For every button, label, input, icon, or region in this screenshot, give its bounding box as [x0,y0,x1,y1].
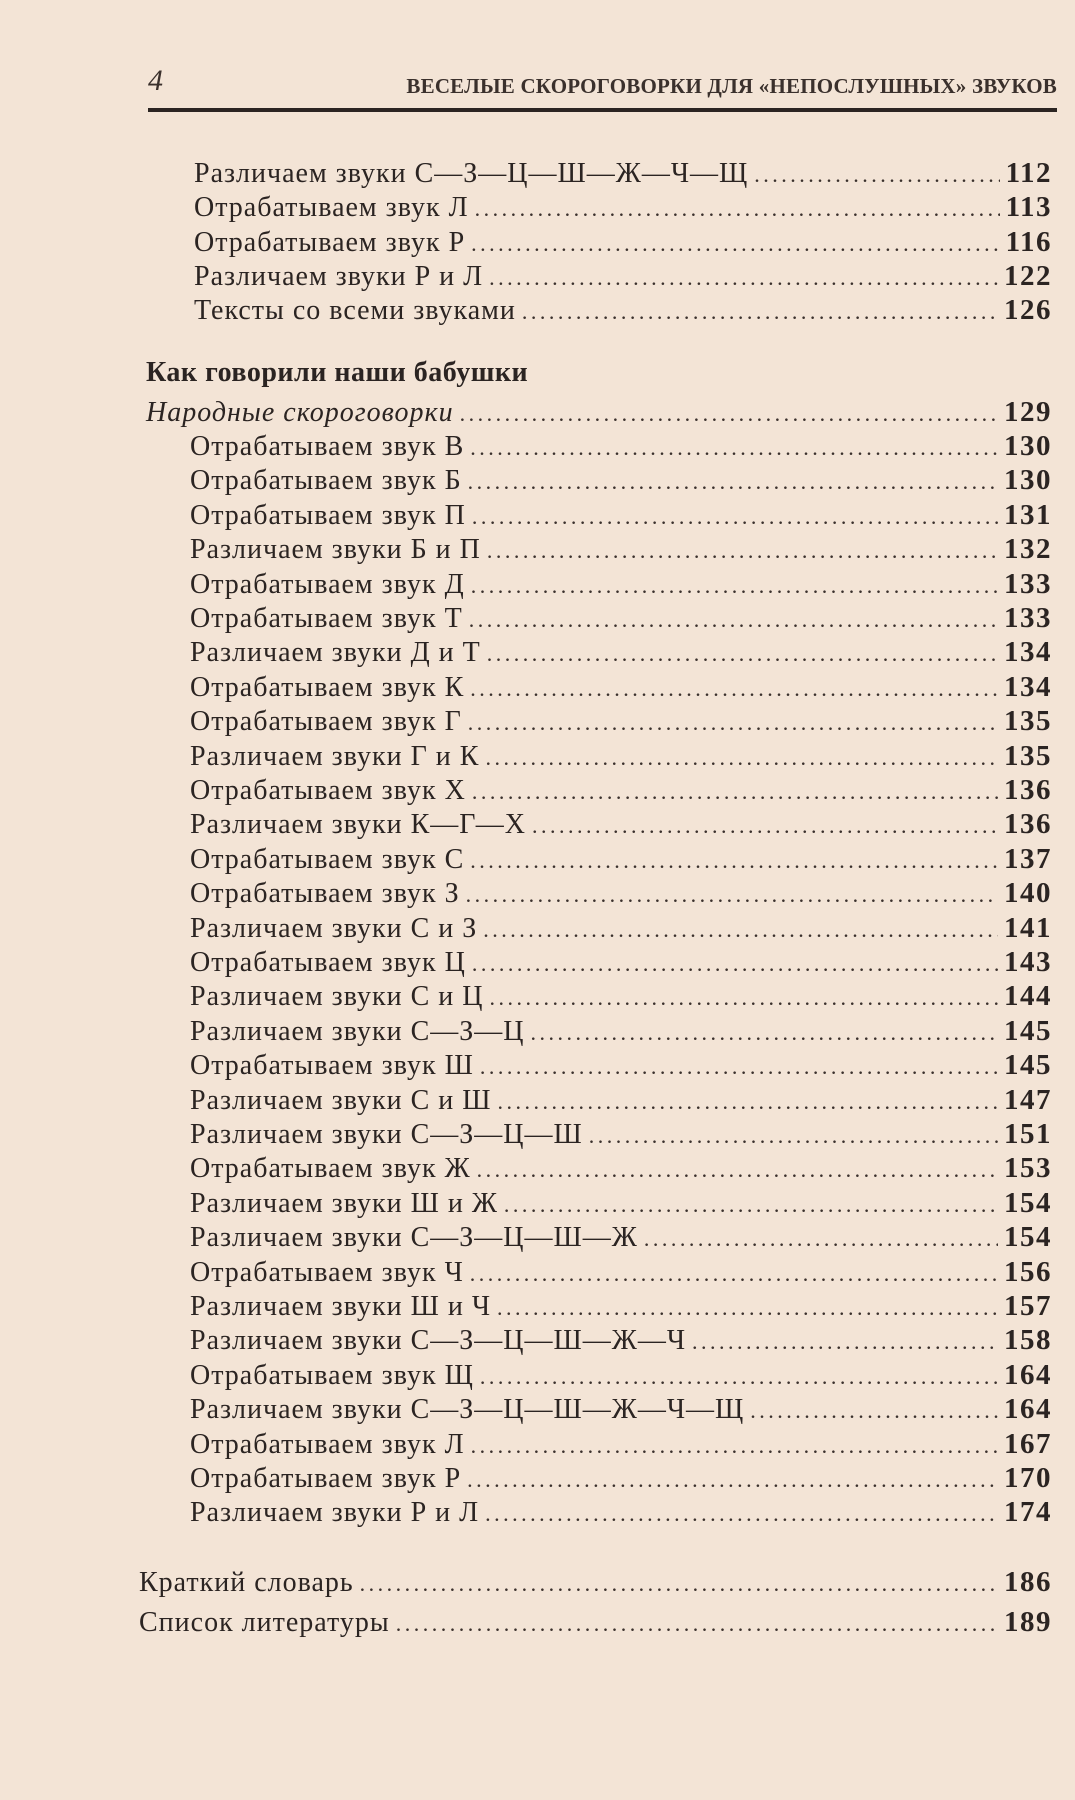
toc-entry-title: Отрабатываем звук Д [190,568,465,600]
toc-entry [190,1151,1052,1185]
toc-entry-page: 136 [1004,808,1052,841]
dot-leader [589,1119,998,1153]
toc-entry-page: 113 [1005,191,1052,224]
toc-entry [190,1186,1052,1220]
toc-entry [190,1427,1052,1461]
dot-leader [470,672,998,706]
toc-entry-title: Отрабатываем звук В [190,431,465,462]
toc-entry [139,1605,1052,1639]
toc-entry-page: 154 [1004,1186,1052,1219]
toc-entry-title: Различаем звуки С—З—Ц—Ш—Ж—Ч—Щ [194,158,749,189]
toc-entry-page: 157 [1004,1290,1052,1322]
toc-entry-title: Тексты со всеми звуками [194,295,516,327]
toc-entry-page: 137 [1004,842,1052,875]
dot-leader [467,1463,998,1497]
toc-entry-page: 145 [1004,1014,1052,1047]
toc-entry [190,1323,1052,1357]
toc-entry-title: Различаем звуки С—З—Ц—Ш—Ж—Ч—Щ [190,1394,745,1426]
toc-entry-page: 158 [1004,1324,1052,1357]
header-rule [148,108,1057,112]
dot-leader [750,1394,998,1428]
dot-leader [470,431,998,465]
toc-entry-page: 145 [1004,1049,1052,1082]
toc-entry [190,1014,1052,1048]
toc-entry-page: 135 [1004,739,1052,772]
toc-entry [190,1392,1052,1426]
dot-leader [532,809,998,843]
toc-entry [190,773,1052,807]
toc-entry [190,807,1052,841]
toc-entry [190,1289,1052,1323]
toc-entry-title: Отрабатываем звук С [190,843,465,875]
toc-entry [190,429,1052,463]
dot-leader [480,1050,998,1084]
toc-entry-title: Отрабатываем звук К [190,671,465,703]
toc-entry-page: 154 [1004,1221,1052,1254]
toc-entry-page: 133 [1004,602,1052,634]
dot-leader [754,158,999,192]
dot-leader [692,1325,998,1359]
toc-entry-page: 144 [1004,980,1052,1013]
toc-entry-title: Отрабатываем звук Щ [190,1359,474,1391]
page-header [148,64,1057,110]
toc-entry-title: Отрабатываем звук Ч [190,1256,464,1288]
toc-entry-title: Отрабатываем звук Т [190,603,463,634]
dot-leader [472,775,998,809]
dot-leader [468,465,998,499]
toc-entry-title: Различаем звуки Ш и Ж [190,1187,498,1219]
toc-entry-page: 134 [1004,670,1052,703]
toc-entry-title: Различаем звуки С и Ш [190,1084,492,1116]
toc-entry-title: Различаем звуки Р и Л [194,260,484,292]
dot-leader [472,500,998,534]
dot-leader [460,397,998,431]
dot-leader [360,1567,998,1601]
toc-entry-page: 147 [1004,1083,1052,1116]
toc-entry-page: 130 [1004,430,1052,462]
toc-entry-title: Список литературы [139,1607,390,1638]
toc-entry [190,498,1052,532]
toc-entry [190,979,1052,1013]
toc-entry-page: 132 [1004,533,1052,566]
toc-entry-page: 133 [1004,567,1052,600]
toc-entry [194,190,1052,224]
toc-entry-title: Отрабатываем звук Р [194,226,466,258]
toc-entry [190,1255,1052,1289]
toc-entry-title: Различаем звуки К—Г—Х [190,809,526,841]
toc-entry [190,532,1052,566]
toc-entry-page: 170 [1004,1462,1052,1494]
toc-entry-page: 122 [1004,259,1052,292]
dot-leader [396,1607,998,1641]
toc-entry-title: Отрабатываем звук Б [190,465,462,497]
dot-leader [489,981,998,1015]
toc-entry-title: Различаем звуки Б и П [190,534,481,566]
toc-entry [190,1461,1052,1495]
toc-entry-title: Отрабатываем звук Ш [190,1050,474,1082]
dot-leader [477,1153,998,1187]
page-number: 4 [148,64,163,97]
toc-entry-page: 134 [1004,636,1052,669]
toc-entry-page: 153 [1004,1152,1052,1185]
dot-leader [480,1360,998,1394]
toc-entry-page: 126 [1004,294,1052,327]
toc-entry-page: 136 [1004,774,1052,806]
toc-entry [190,1495,1052,1529]
section-heading: Как говорили наши бабушки [146,357,529,388]
toc-entry-page: 140 [1004,877,1052,910]
toc-entry [190,670,1052,704]
toc-entry [190,567,1052,601]
toc-entry [190,601,1052,635]
dot-leader [466,878,998,912]
toc-entry-title: Различаем звуки С—З—Ц—Ш—Ж—Ч [190,1325,687,1357]
toc-entry-title: Народные скороговорки [146,397,454,428]
toc-entry-title: Различаем звуки С—З—Ц [190,1015,525,1047]
dot-leader [472,947,998,981]
toc-entry-page: 130 [1004,464,1052,497]
toc-entry-page: 164 [1004,1358,1052,1391]
toc-entry-page: 164 [1004,1393,1052,1426]
toc-entry [190,945,1052,979]
toc-entry-title: Различаем звуки С и Ц [190,981,484,1013]
toc-entry-page: 116 [1005,225,1052,258]
toc-entry-page: 156 [1004,1255,1052,1288]
toc-entry-page: 167 [1004,1427,1052,1460]
toc-entry-title: Отрабатываем звук Г [190,706,462,738]
toc-entry [194,156,1052,190]
dot-leader [489,261,998,295]
dot-leader [644,1222,998,1256]
toc-entry-title: Различаем звуки С—З—Ц—Ш—Ж [190,1222,638,1254]
toc-entry [190,704,1052,738]
toc-entry-page: 143 [1004,946,1052,978]
dot-leader [497,1291,998,1325]
toc-entry-title: Различаем звуки С—З—Ц—Ш [190,1119,583,1150]
dot-leader [487,637,998,671]
dot-leader [504,1188,998,1222]
toc-entry-page: 186 [1004,1566,1052,1598]
toc-entry [190,842,1052,876]
toc-entry [190,1083,1052,1117]
toc-entry-page: 189 [1004,1606,1052,1638]
toc-entry-title: Отрабатываем звук Л [190,1428,465,1460]
dot-leader [483,913,998,947]
toc-entry-page: 131 [1004,498,1052,531]
toc-entry-page: 141 [1004,911,1052,944]
toc-entry-page: 112 [1005,157,1052,189]
dot-leader [487,534,998,568]
toc-entry [139,1565,1052,1599]
toc-entry [190,1220,1052,1254]
toc-entry-title: Отрабатываем звук Р [190,1463,462,1494]
dot-leader [471,1429,998,1463]
dot-leader [471,227,999,261]
toc-entry-title: Отрабатываем звук З [190,878,460,910]
running-title: ВЕСЕЛЫЕ СКОРОГОВОРКИ ДЛЯ «НЕПОСЛУШНЫХ» ЗВУКОВ [406,74,1057,98]
dot-leader [485,741,998,775]
toc-entry [194,293,1052,327]
dot-leader [485,1497,998,1531]
dot-leader [531,1016,998,1050]
toc-entry-title: Различаем звуки С и З [190,912,478,944]
dot-leader [469,603,998,637]
toc-entry [190,911,1052,945]
dot-leader [471,569,998,603]
toc-entry-title: Различаем звуки Ш и Ч [190,1291,492,1322]
toc-entry [190,635,1052,669]
toc-entry [194,259,1052,293]
toc-entry [190,1048,1052,1082]
toc-entry-title: Отрабатываем звук Ц [190,947,466,978]
toc-entry [190,1117,1052,1151]
toc-entry [190,876,1052,910]
toc-entry-title: Отрабатываем звук Ж [190,1153,471,1185]
toc-entry-page: 174 [1004,1496,1052,1529]
toc-entry [194,225,1052,259]
dot-leader [468,706,998,740]
toc-entry-title: Краткий словарь [139,1567,354,1598]
toc-entry-page: 135 [1004,705,1052,738]
dot-leader [470,1257,998,1291]
toc-entry-title: Отрабатываем звук Х [190,775,466,806]
toc-entry-title: Различаем звуки Д и Т [190,637,481,669]
toc-entry [146,395,1052,429]
toc-entry-page: 129 [1004,396,1052,428]
toc-entry-title: Различаем звуки Г и К [190,740,480,772]
toc-entry-title: Отрабатываем звук П [190,499,466,531]
toc-entry [190,1358,1052,1392]
dot-leader [475,192,1000,226]
toc-entry [190,463,1052,497]
dot-leader [498,1085,999,1119]
dot-leader [522,295,998,329]
toc-entry-title: Различаем звуки Р и Л [190,1497,480,1529]
toc-entry [190,739,1052,773]
dot-leader [470,844,998,878]
toc-entry-title: Отрабатываем звук Л [194,192,469,224]
toc-entry-page: 151 [1004,1118,1052,1150]
